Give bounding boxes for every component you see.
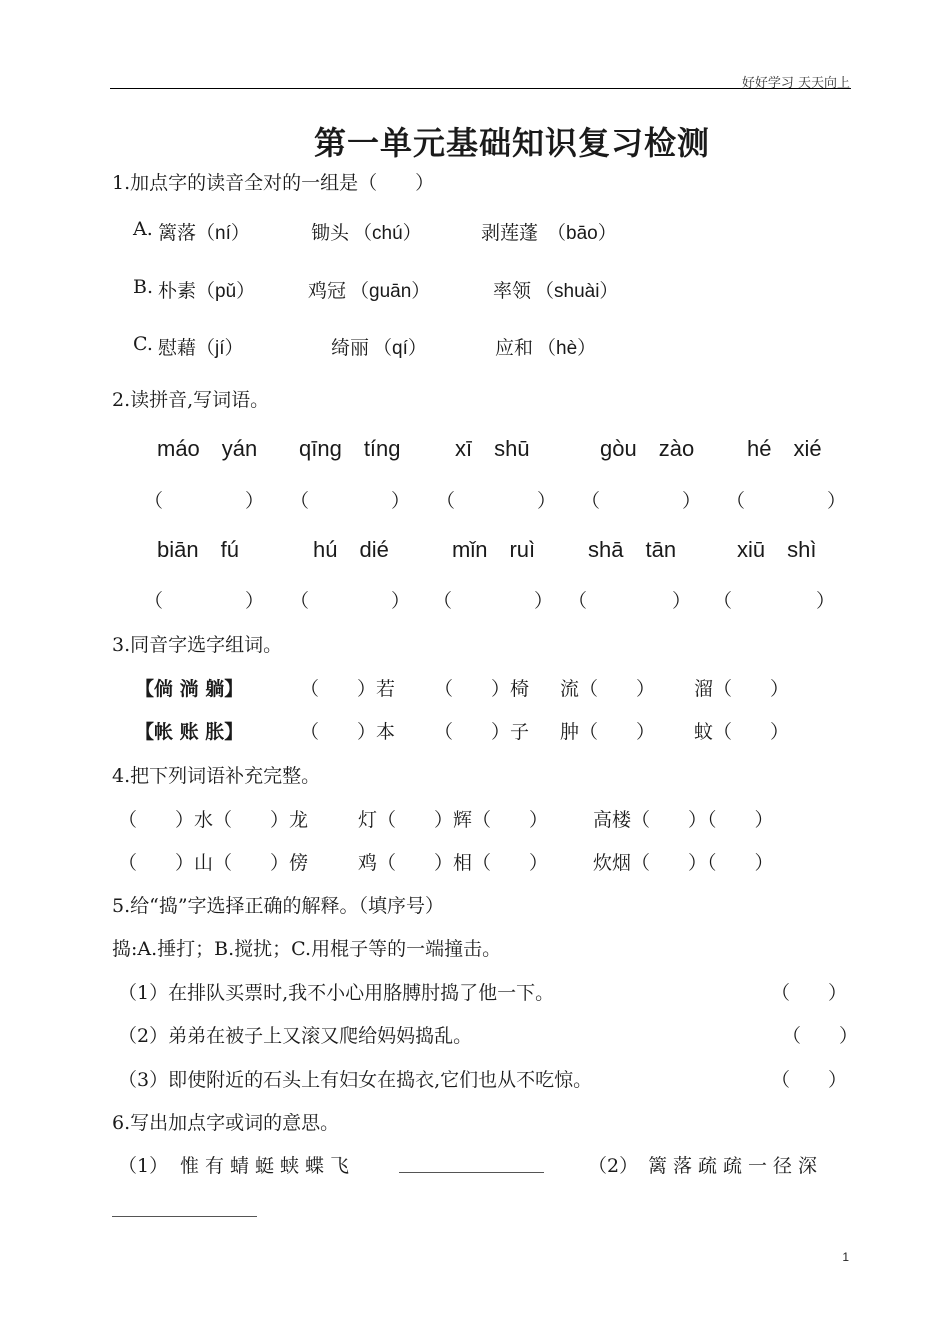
blank-open: （ — [436, 490, 456, 512]
blank-close: ） — [682, 490, 702, 512]
blank-open: （ — [144, 590, 164, 612]
fill-cell: （ ）本 — [300, 721, 396, 743]
pinyin-word: mǐn ruì — [452, 537, 536, 562]
fill-cell: （ ）椅 — [434, 678, 530, 700]
character-group: 【倘 淌 躺】 — [135, 678, 244, 700]
option-word: 锄头 — [311, 222, 350, 244]
question-4-stem: 4.把下列词语补充完整。 — [112, 765, 321, 787]
question-5-answer-3: （ ） — [771, 1069, 848, 1091]
pinyin-word: hé xié — [747, 436, 822, 461]
idiom-fill: 鸡（ ）相（ ） — [358, 852, 549, 874]
fill-cell: 肿（ ） — [560, 721, 656, 743]
answer-line — [112, 1216, 257, 1217]
question-6-item-2-label: （2） — [588, 1155, 639, 1177]
fill-cell: （ ）若 — [300, 678, 396, 700]
question-5-answer-1: （ ） — [771, 982, 848, 1004]
blank-open: （ — [290, 590, 310, 612]
question-5-item-3: （3）即使附近的石头上有妇女在捣衣,它们也从不吃惊。 — [118, 1069, 593, 1091]
question-6-item-2-text: 篱落疏疏一径深 — [648, 1155, 824, 1177]
blank-close: ） — [534, 590, 554, 612]
pinyin-word: xiū shì — [737, 537, 817, 562]
pinyin-word: hú dié — [313, 537, 389, 562]
pinyin-word: qīng tíng — [299, 436, 401, 461]
blank-close: ） — [827, 490, 847, 512]
pinyin-word: xī shū — [455, 436, 530, 461]
page-title: 第一单元基础知识复习检测 — [313, 124, 710, 162]
answer-line — [399, 1172, 544, 1173]
blank-open: （ — [433, 590, 453, 612]
option-letter: B. — [133, 276, 154, 298]
question-5-definition: 捣:A.捶打；B.搅扰；C.用棍子等的一端撞击。 — [112, 938, 502, 960]
option-pinyin: （chú） — [353, 223, 422, 244]
idiom-fill: （ ）山（ ）傍 — [118, 852, 309, 874]
page-number: 1 — [842, 1250, 849, 1264]
idiom-fill: 炊烟（ ）（ ） — [593, 852, 774, 874]
idiom-fill: 灯（ ）辉（ ） — [358, 809, 549, 831]
question-6-item-1-label: （1） — [118, 1155, 169, 1177]
option-word: 剥莲蓬 — [481, 222, 539, 244]
option-pinyin: （hè） — [537, 338, 597, 359]
blank-close: ） — [391, 490, 411, 512]
blank-close: ） — [245, 590, 265, 612]
blank-open: （ — [581, 490, 601, 512]
blank-close: ） — [391, 590, 411, 612]
blank-open: （ — [568, 590, 588, 612]
question-3-stem: 3.同音字选字组词。 — [112, 634, 283, 656]
option-pinyin: （shuài） — [535, 281, 619, 302]
blank-close: ） — [245, 490, 265, 512]
option-pinyin: （ɡuān） — [350, 281, 431, 302]
option-word: 率领 — [493, 280, 532, 302]
blank-close: ） — [816, 590, 836, 612]
blank-open: （ — [290, 490, 310, 512]
option-word: 篱落 — [158, 222, 197, 244]
header-divider — [110, 88, 851, 89]
blank-open: （ — [713, 590, 733, 612]
idiom-fill: 高楼（ ）（ ） — [593, 809, 774, 831]
option-pinyin: （qí） — [373, 338, 427, 359]
option-pinyin: （ní） — [196, 223, 250, 244]
fill-cell: 流（ ） — [560, 678, 656, 700]
option-word: 应和 — [495, 337, 534, 359]
header-motto: 好好学习 天天向上 — [741, 76, 850, 91]
idiom-fill: （ ）水（ ）龙 — [118, 809, 309, 831]
option-word: 鸡冠 — [308, 280, 347, 302]
question-5-item-1: （1）在排队买票时,我不小心用胳膊肘捣了他一下。 — [118, 982, 555, 1004]
option-letter: A. — [133, 218, 153, 240]
fill-cell: （ ）子 — [434, 721, 530, 743]
question-6-stem: 6.写出加点字或词的意思。 — [112, 1112, 340, 1134]
question-2-stem: 2.读拼音,写词语。 — [112, 389, 270, 411]
blank-close: ） — [672, 590, 692, 612]
option-pinyin: （jí） — [196, 338, 244, 359]
character-group: 【帐 账 胀】 — [135, 721, 244, 743]
option-word: 慰藉 — [158, 337, 197, 359]
question-1-stem: 1.加点字的读音全对的一组是（ ） — [112, 172, 435, 194]
blank-close: ） — [537, 490, 557, 512]
option-letter: C. — [133, 333, 153, 355]
blank-open: （ — [726, 490, 746, 512]
pinyin-word: máo yán — [157, 436, 258, 461]
question-6-item-1-text: 惟有蜻蜓蛱蝶飞 — [180, 1155, 356, 1177]
fill-cell: 蚊（ ） — [694, 721, 790, 743]
question-5-stem: 5.给“捣”字选择正确的解释。（填序号） — [112, 895, 445, 917]
option-pinyin: （bāo） — [547, 223, 617, 244]
option-word: 朴素 — [158, 280, 197, 302]
question-5-answer-2: （ ） — [782, 1025, 859, 1047]
fill-cell: 溜（ ） — [694, 678, 790, 700]
blank-open: （ — [144, 490, 164, 512]
pinyin-word: biān fú — [157, 537, 239, 562]
option-pinyin: （pǔ） — [196, 281, 256, 302]
pinyin-word: gòu zào — [600, 436, 695, 461]
pinyin-word: shā tān — [588, 537, 677, 562]
question-5-item-2: （2）弟弟在被子上又滚又爬给妈妈捣乱。 — [118, 1025, 473, 1047]
option-word: 绮丽 — [331, 337, 370, 359]
